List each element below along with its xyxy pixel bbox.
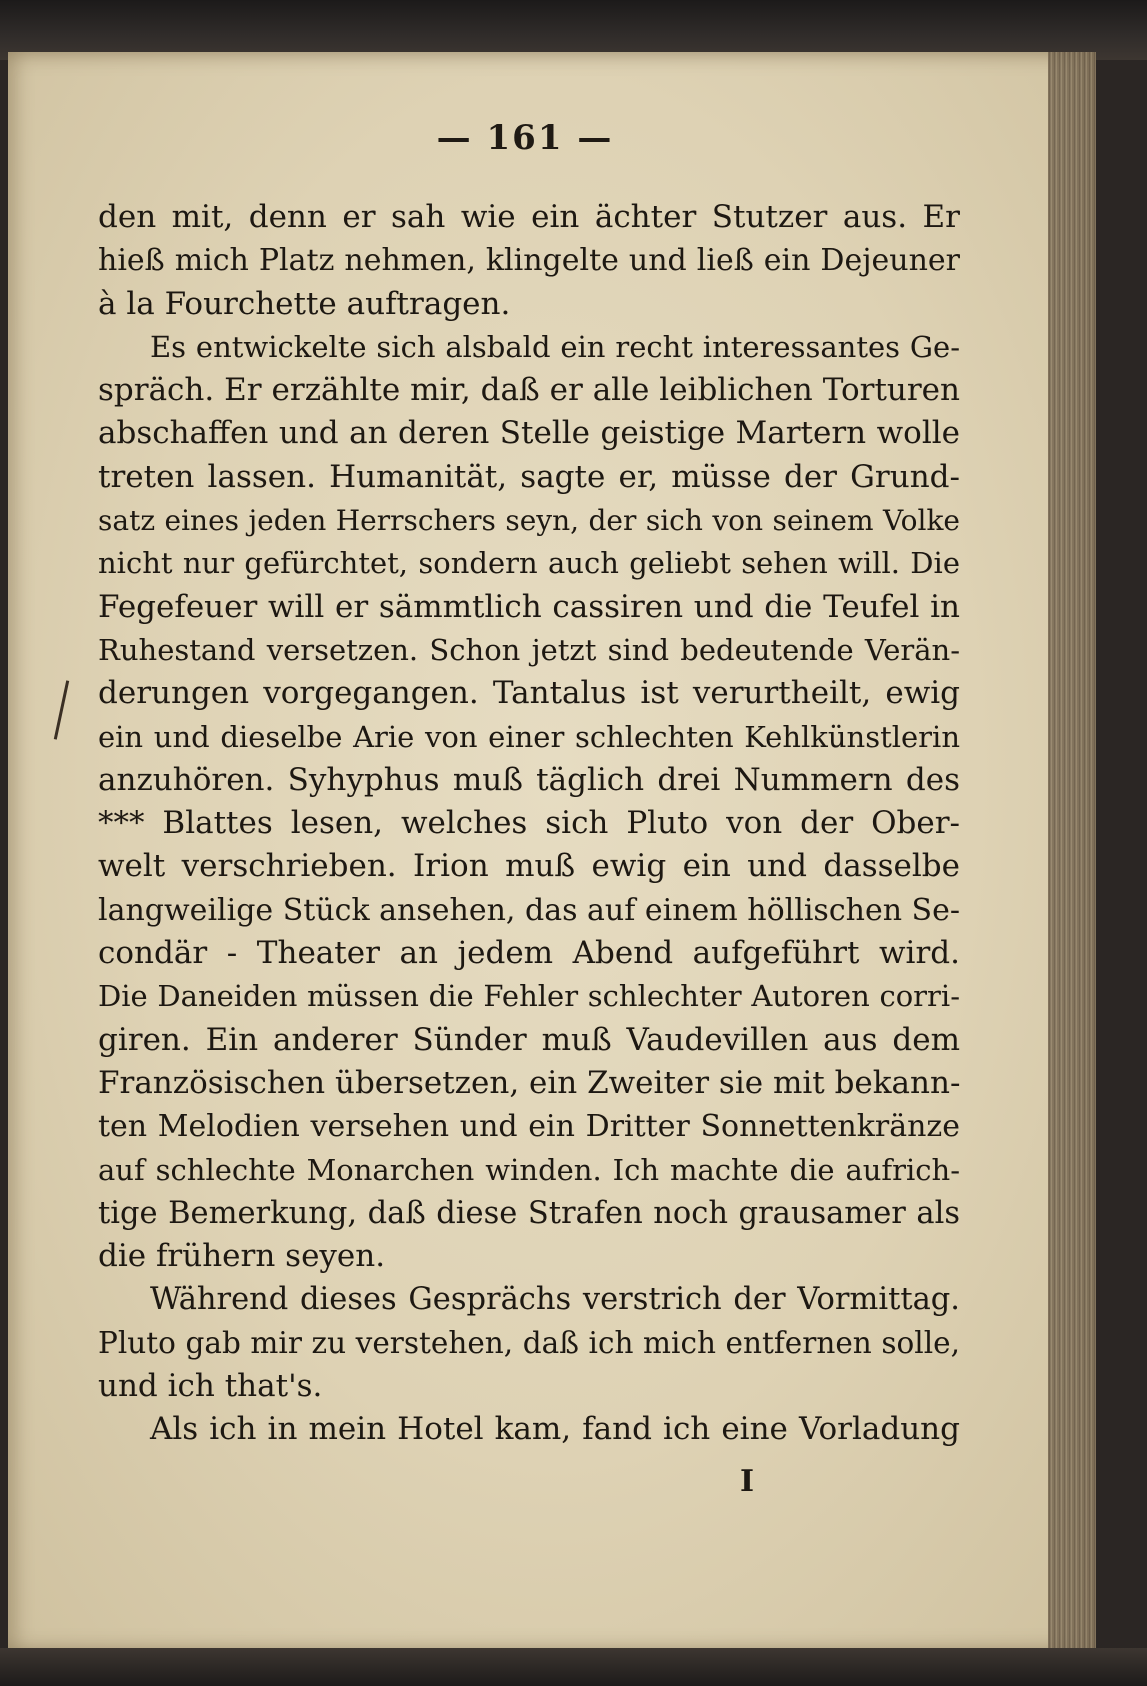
text-line: spräch. Er erzählte mir, daß er alle leiblichen Torturen xyxy=(98,372,960,409)
text-line: ein und dieselbe Arie von einer schlechten Kehlkünstlerin xyxy=(98,719,960,754)
text-line: Es entwickelte sich alsbald ein recht interessantes Ge- xyxy=(150,329,960,364)
text-line: *** Blattes lesen, welches sich Pluto von der Ober- xyxy=(98,805,960,842)
page-edge-stack xyxy=(1048,52,1096,1652)
text-line: Pluto gab mir zu verstehen, daß ich mich entfernen solle, xyxy=(98,1325,960,1360)
body-text xyxy=(98,196,960,1452)
text-line: à la Fourchette auftragen. xyxy=(98,285,511,322)
text-line: Fegefeuer will er sämmtlich cassiren und die Teufel in xyxy=(98,588,960,625)
text-line: tige Bemerkung, daß diese Strafen noch grausamer als xyxy=(98,1195,960,1231)
text-line: Französischen übersetzen, ein Zweiter sie mit bekann- xyxy=(98,1064,961,1101)
text-line: hieß mich Platz nehmen, klingelte und ließ ein Dejeuner xyxy=(98,243,960,279)
text-line: die frühern seyen. xyxy=(98,1238,386,1275)
text-line: nicht nur gefürchtet, sondern auch geliebt sehen will. Die xyxy=(98,546,960,581)
text-line: abschaffen und an deren Stelle geistige Martern wolle xyxy=(98,415,960,452)
text-line: langweilige Stück ansehen, das auf einem höllischen Se- xyxy=(98,892,961,928)
text-line: welt verschrieben. Irion muß ewig ein und dasselbe xyxy=(98,848,960,885)
book-top-shadow xyxy=(0,0,1147,60)
text-line: Als ich in mein Hotel kam, fand ich eine Vorladung xyxy=(150,1411,960,1448)
text-line: Während dieses Gesprächs verstrich der Vormittag. xyxy=(150,1282,960,1318)
text-line: giren. Ein anderer Sünder muß Vaudevillen aus dem xyxy=(98,1021,960,1058)
text-line: ten Melodien versehen und ein Dritter Sonnettenkränze xyxy=(98,1109,960,1145)
text-line: derungen vorgegangen. Tantalus ist verurtheilt, ewig xyxy=(98,675,960,712)
text-line: Die Daneiden müssen die Fehler schlechter Autoren corri- xyxy=(98,979,960,1014)
signature-mark: I xyxy=(740,1464,755,1499)
book-bottom-shadow xyxy=(0,1648,1147,1686)
page-number: — 161 — xyxy=(436,118,614,158)
text-line: condär - Theater an jedem Abend aufgeführt wird. xyxy=(98,935,960,972)
text-line: den mit, denn er sah wie ein ächter Stutzer aus. Er xyxy=(98,199,960,235)
text-line: Ruhestand versetzen. Schon jetzt sind bedeutende Verän- xyxy=(98,632,960,667)
text-line: auf schlechte Monarchen winden. Ich machte die aufrich- xyxy=(98,1152,960,1187)
text-line: treten lassen. Humanität, sagte er, müsse der Grund- xyxy=(98,458,960,495)
text-line: satz eines jeden Herrschers seyn, der sich von seinem Volke xyxy=(98,504,960,538)
text-line: und ich that's. xyxy=(98,1368,323,1405)
text-line: anzuhören. Syhyphus muß täglich drei Nummern des xyxy=(98,761,960,798)
